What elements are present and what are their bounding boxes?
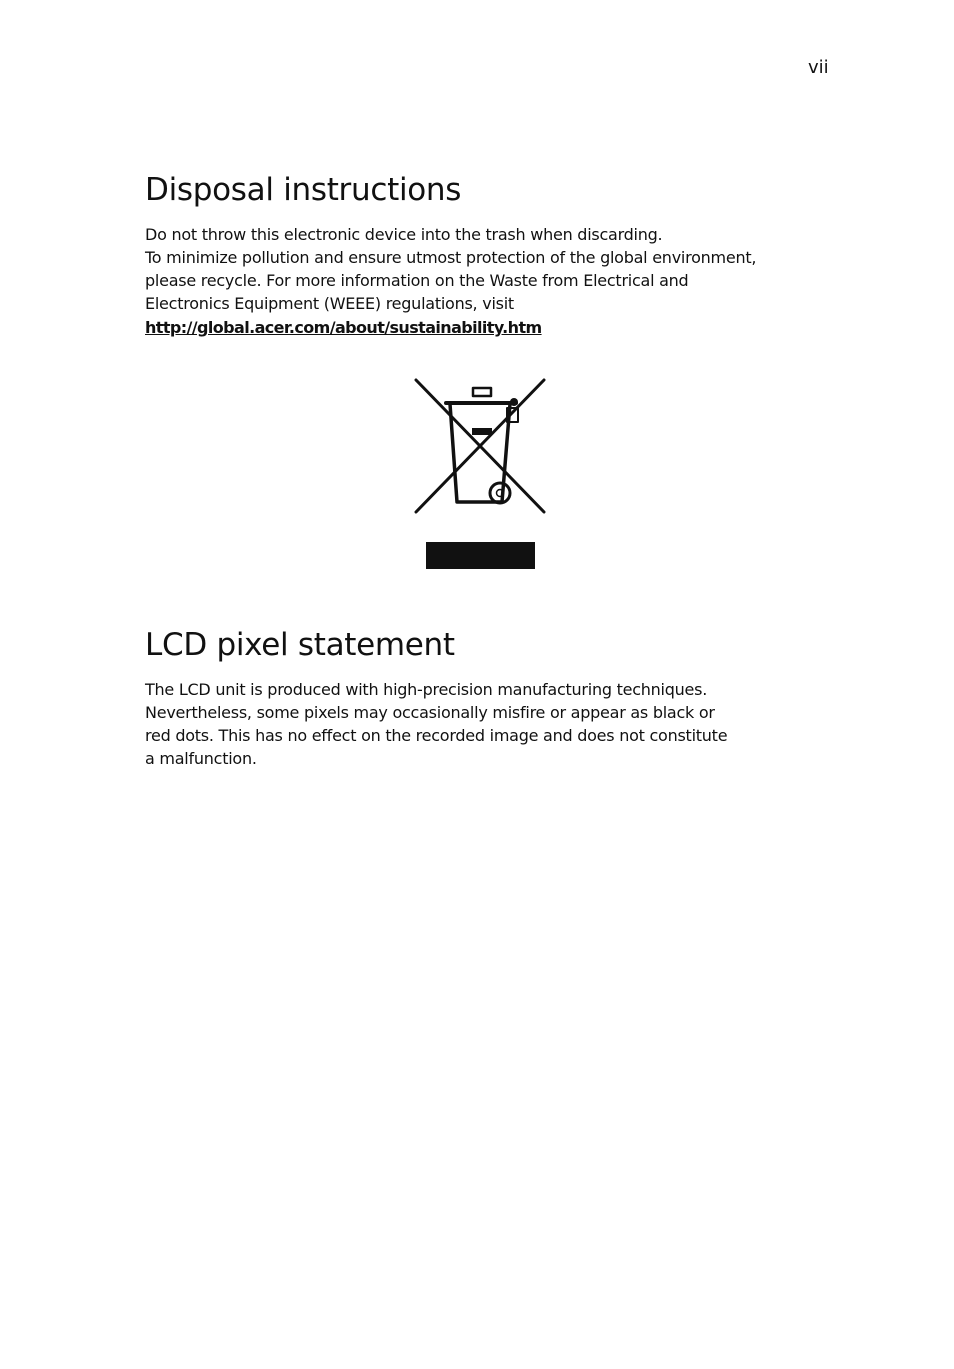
disposal-body-text: Do not throw this electronic device into the trash when discarding. To minimize pollution and ensure utmost protection of the global environment, please recycle. For more information on the Waste from Electrical and Electronics Equipment (WEEE) regulations, visit: [145, 225, 757, 313]
disposal-title: Disposal instructions: [145, 172, 462, 208]
lcd-title: LCD pixel statement: [145, 627, 455, 663]
page-number: vii: [808, 57, 829, 78]
lcd-body-text: The LCD unit is produced with high-precision manufacturing techniques. Nevertheless, some pixels may occasionally misfire or appear as black or red dots. This has no effect on the recorded image and does not constitute a malfunction.: [145, 680, 728, 768]
crossed-out-wheelie-bin-icon: [410, 374, 552, 574]
sustainability-link[interactable]: http://global.acer.com/about/sustainability.htm: [145, 318, 542, 337]
